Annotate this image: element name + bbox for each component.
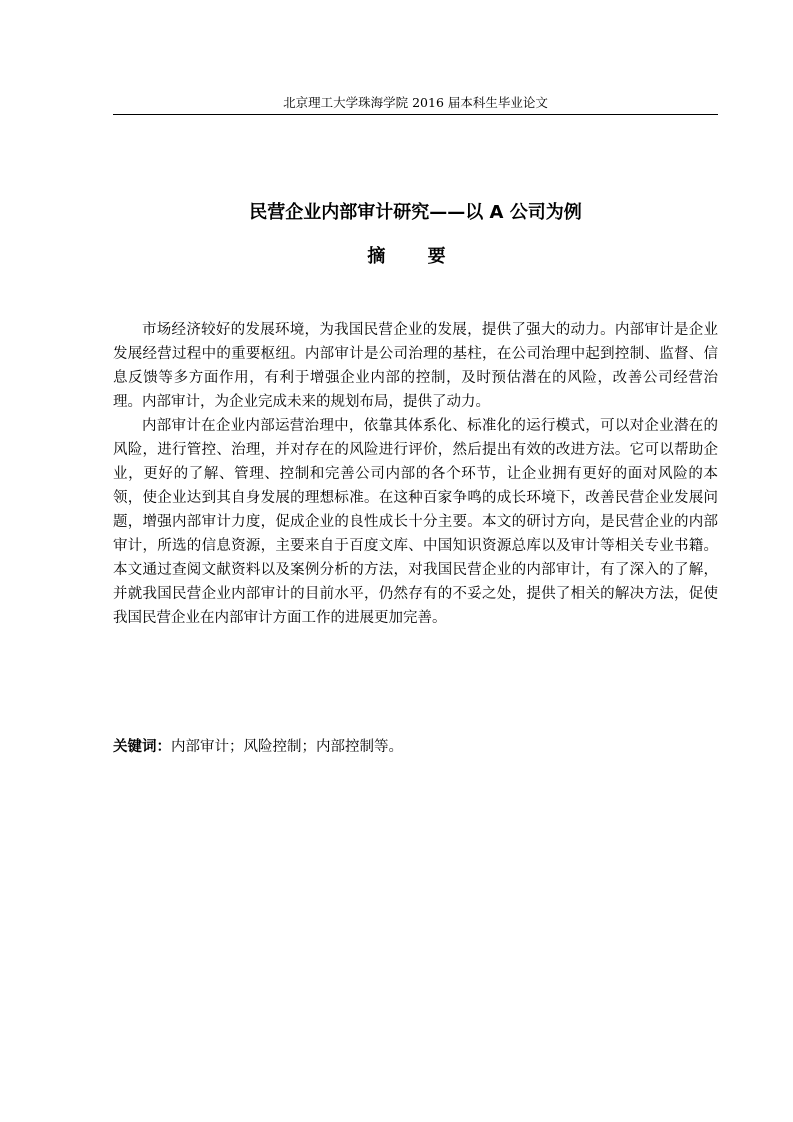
keywords-value: 内部审计；风险控制；内部控制等。 xyxy=(171,739,403,755)
keywords-label: 关键词： xyxy=(113,739,171,755)
keywords-line xyxy=(113,735,718,759)
header-divider xyxy=(113,114,718,115)
abstract-paragraph: 市场经济较好的发展环境，为我国民营企业的发展，提供了强大的动力。内部审计是企业发展经营过程中的重要枢纽。内部审计是公司治理的基柱，在公司治理中起到控制、监督、信息反馈等多方面作用，有利于增强企业内部的控制，及时预估潜在的风险，改善公司经营治理。内部审计，为企业完成未来的规划布局，提供了动力。 xyxy=(113,322,718,410)
abstract-body xyxy=(113,318,718,630)
page-header: 北京理工大学珠海学院 2016 届本科生毕业论文 xyxy=(283,95,548,110)
abstract-heading: 摘 要 xyxy=(367,246,464,267)
abstract-paragraph: 内部审计在企业内部运营治理中，依靠其体系化、标准化的运行模式，可以对企业潜在的风险，进行管控、治理，并对存在的风险进行评价，然后提出有效的改进方法。它可以帮助企业，更好的了解、管理、控制和完善公司内部的各个环节，让企业拥有更好的面对风险的本领，使企业达到其自身发展的理想标准。在这种百家争鸣的成长环境下，改善民营企业发展问题，增强内部审计力度，促成企业的良性成长十分主要。本文的研讨方向，是民营企业的内部审计，所选的信息资源，主要来自于百度文库、中国知识资源总库以及审计等相关专业书籍。本文通过查阅文献资料以及案例分析的方法，对我国民营企业的内部审计，有了深入的了解，并就我国民营企业内部审计的目前水平，仍然存有的不妥之处，提供了相关的解决方法，促使我国民营企业在内部审计方面工作的进展更加完善。 xyxy=(113,418,718,626)
thesis-title: 民营企业内部审计研究——以 A 公司为例 xyxy=(249,202,582,223)
